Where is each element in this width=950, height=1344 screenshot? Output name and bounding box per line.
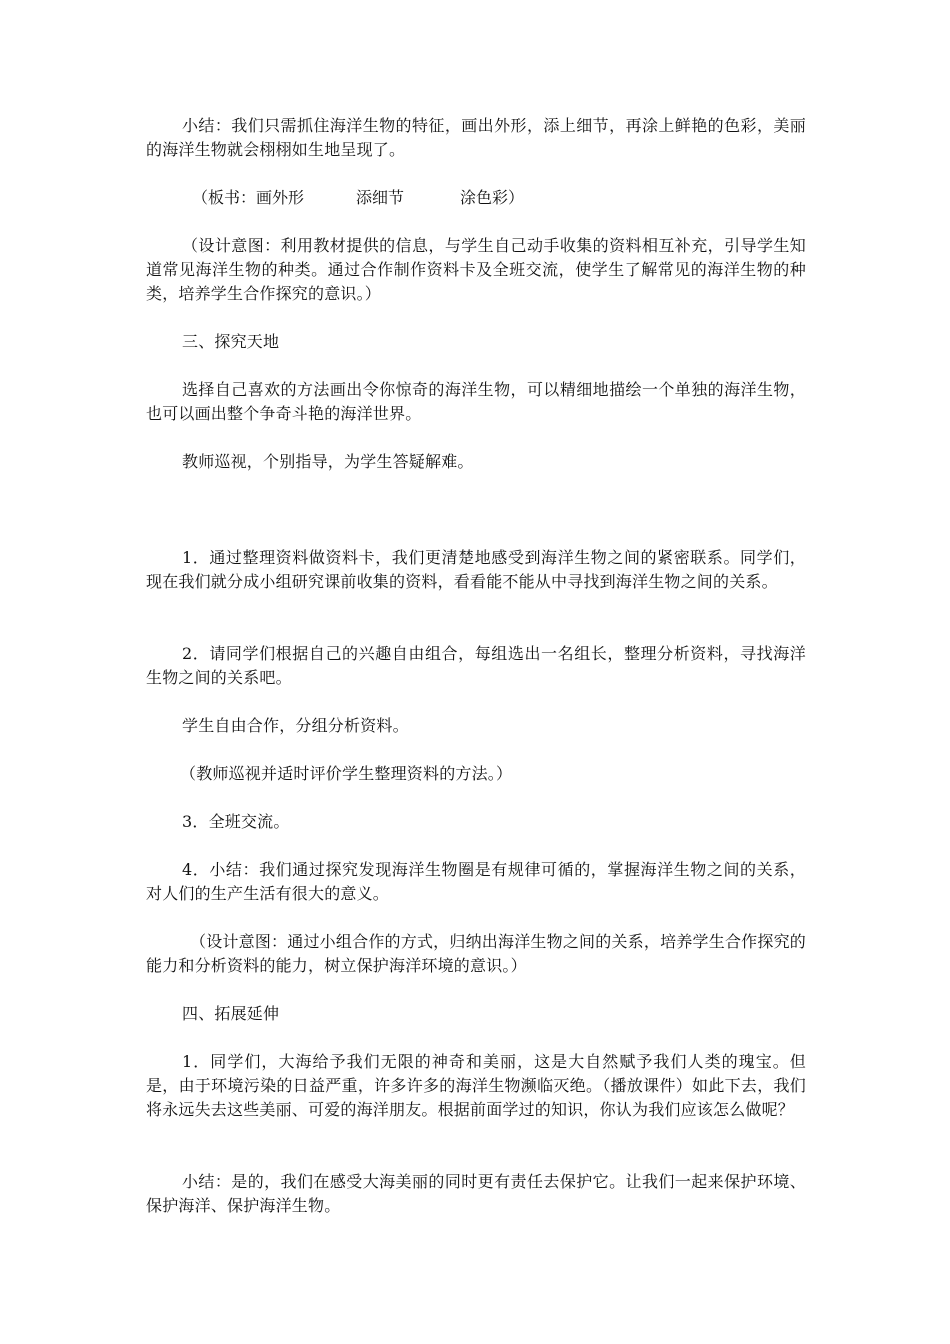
step-2-paragraph: 2．请同学们根据自己的兴趣自由组合，每组选出一名组长，整理分析资料，寻找海洋生物之间的关系吧。 <box>146 644 806 687</box>
blackboard-notes <box>192 186 524 210</box>
final-summary-paragraph: 小结：是的，我们在感受大海美丽的同时更有责任去保护它。让我们一起来保护环境、保护海洋、保护海洋生物。 <box>146 1172 806 1215</box>
summary-paragraph-1: 小结：我们只需抓住海洋生物的特征，画出外形，添上细节，再涂上鲜艳的色彩，美丽的海洋生物就会栩栩如生地呈现了。 <box>146 116 806 159</box>
board-item-details: 添细节 <box>356 188 405 207</box>
student-cooperation-paragraph: 学生自由合作，分组分析资料。 <box>182 716 409 735</box>
board-item-color: 涂色彩） <box>460 188 525 207</box>
step-1-paragraph: 1．通过整理资料做资料卡，我们更清楚地感受到海洋生物之间的紧密联系。同学们，现在我们就分成小组研究课前收集的资料，看看能不能从中寻找到海洋生物之间的关系。 <box>146 548 806 591</box>
teacher-guidance-paragraph: 教师巡视，个别指导，为学生答疑解难。 <box>182 452 474 471</box>
step-3-paragraph: 3．全班交流。 <box>182 812 290 831</box>
step-4-paragraph: 4．小结：我们通过探究发现海洋生物圈是有规律可循的，掌握海洋生物之间的关系，对人们的生产生活有很大的意义。 <box>146 860 806 903</box>
section-heading-extension: 四、拓展延伸 <box>182 1004 280 1023</box>
design-intent-paragraph-2: （设计意图：通过小组合作的方式，归纳出海洋生物之间的关系，培养学生合作探究的能力和分析资料的能力，树立保护海洋环境的意识。） <box>146 932 806 975</box>
explore-paragraph: 选择自己喜欢的方法画出令你惊奇的海洋生物，可以精细地描绘一个单独的海洋生物，也可以画出整个争奇斗艳的海洋世界。 <box>146 380 806 423</box>
design-intent-paragraph-1: （设计意图：利用教材提供的信息，与学生自己动手收集的资料相互补充，引导学生知道常见海洋生物的种类。通过合作制作资料卡及全班交流，使学生了解常见的海洋生物的种类，培养学生合作探究的意识。） <box>146 236 806 303</box>
teacher-evaluation-paragraph: （教师巡视并适时评价学生整理资料的方法。） <box>180 764 513 783</box>
board-item-outline: （板书：画外形 <box>192 188 305 207</box>
extension-paragraph: 1．同学们，大海给予我们无限的神奇和美丽，这是大自然赋予我们人类的瑰宝。但是，由于环境污染的日益严重，许多许多的海洋生物濒临灭绝。（播放课件）如此下去，我们将永远失去这些美丽、可爱的海洋朋友。根据前面学过的知识，你认为我们应该怎么做呢？ <box>146 1052 806 1119</box>
section-heading-explore: 三、探究天地 <box>182 332 280 351</box>
